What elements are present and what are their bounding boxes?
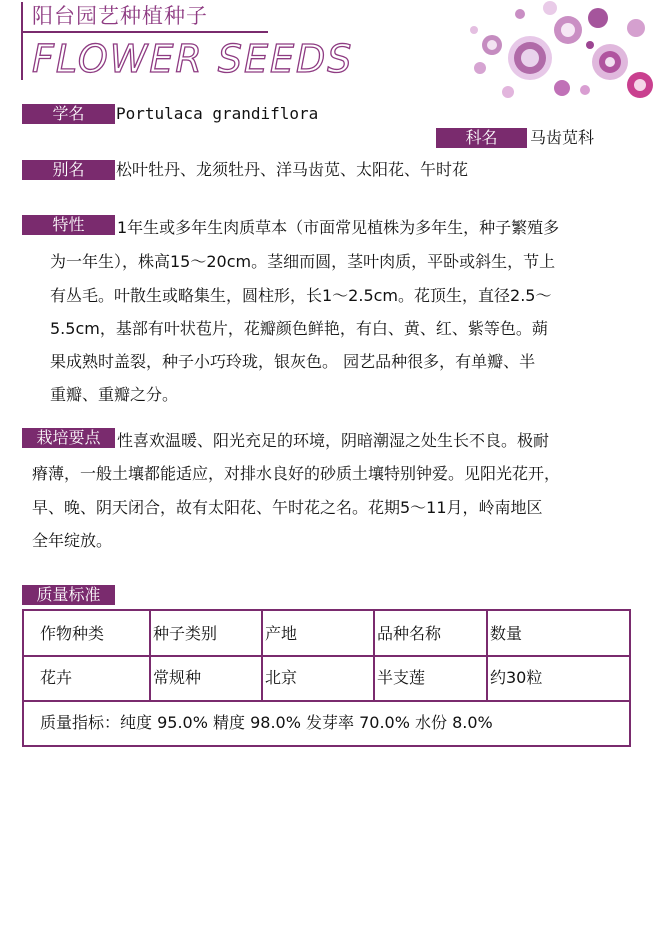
family-value: 马齿苋科: [530, 128, 595, 147]
table-header-cell: 产地: [265, 624, 298, 643]
cultivation-line: 性喜欢温暖、阳光充足的环境，阴暗潮湿之处生长不良。极耐: [117, 431, 550, 450]
header-title-en: FLOWER SEEDS: [32, 37, 354, 81]
table-data-cell: 约30粒: [490, 668, 543, 687]
quality-indicator: 质量指标：纯度 95.0% 精度 98.0% 发芽率 70.0% 水份 8.0%: [40, 713, 493, 732]
table-header-cell: 种子类别: [153, 624, 218, 643]
table-data-cell: 花卉: [40, 668, 73, 687]
table-column-divider: [486, 611, 488, 701]
alias-value: 松叶牡丹、龙须牡丹、洋马齿苋、太阳花、午时花: [116, 160, 469, 179]
characteristics-label: 特性: [22, 215, 115, 235]
characteristics-line: 为一年生），株高15～20cm。茎细而圆，茎叶肉质，平卧或斜生，节上: [50, 252, 556, 271]
scientific-name-label: 学名: [22, 104, 115, 124]
table-column-divider: [373, 611, 375, 701]
quality-table: [22, 609, 631, 747]
characteristics-line: 有丛毛。叶散生或略集生，圆柱形，长1～2.5cm。花顶生，直径2.5～: [50, 286, 552, 305]
cultivation-label: 栽培要点: [22, 428, 115, 448]
table-column-divider: [261, 611, 263, 701]
cultivation-line: 全年绽放。: [32, 531, 113, 550]
quality-label: 质量标准: [22, 585, 115, 605]
table-header-cell: 数量: [490, 624, 523, 643]
table-data-cell: 北京: [265, 668, 298, 687]
characteristics-line: 重瓣、重瓣之分。: [50, 385, 179, 404]
table-data-cell: 常规种: [153, 668, 202, 687]
family-label: 科名: [436, 128, 527, 148]
cultivation-line: 瘠薄，一般土壤都能适应，对排水良好的砂质土壤特别钟爱。见阳光花开，: [32, 464, 561, 483]
header-horizontal-rule: [23, 31, 268, 33]
table-header-cell: 作物种类: [40, 624, 105, 643]
alias-label: 别名: [22, 160, 115, 180]
header-title-cn: 阳台园艺种植种子: [32, 4, 208, 28]
scientific-name-value: Portulaca grandiflora: [116, 104, 319, 123]
decorative-circles-graphic: [450, 0, 654, 105]
table-row-divider: [24, 655, 629, 657]
table-header-cell: 品种名称: [377, 624, 442, 643]
table-data-cell: 半支莲: [377, 668, 426, 687]
table-row-divider: [24, 700, 629, 702]
table-column-divider: [149, 611, 151, 701]
characteristics-line: 5.5cm，基部有叶状苞片，花瓣颜色鲜艳，有白、黄、红、紫等色。蒴: [50, 319, 548, 338]
characteristics-line: 1年生或多年生肉质草本（市面常见植株为多年生，种子繁殖多: [117, 218, 560, 237]
characteristics-line: 果成熟时盖裂，种子小巧玲珑，银灰色。 园艺品种很多，有单瓣、半: [50, 352, 536, 371]
header-vertical-rule: [21, 2, 23, 80]
cultivation-line: 早、晚、阴天闭合，故有太阳花、午时花之名。花期5～11月，岭南地区: [32, 498, 543, 517]
